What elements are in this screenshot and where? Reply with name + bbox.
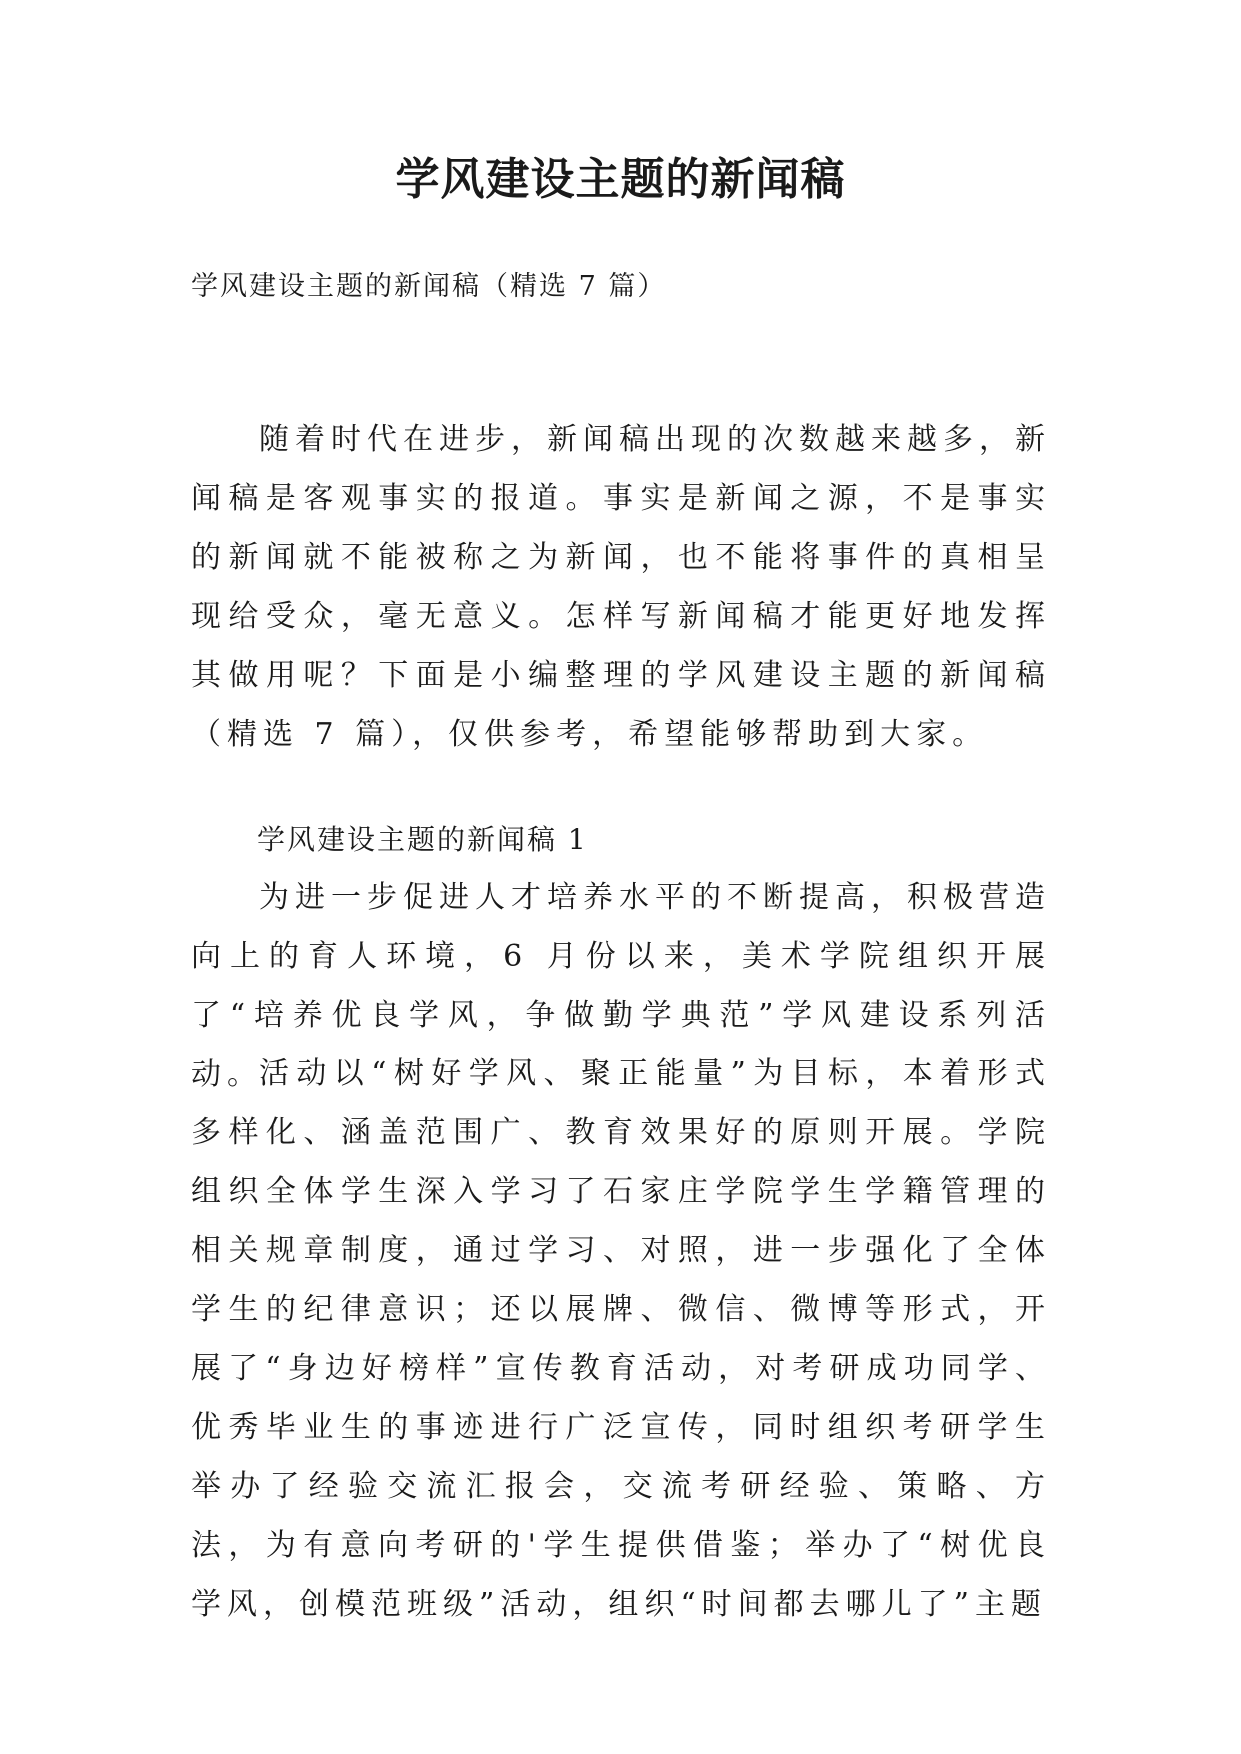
section-heading: 学风建设主题的新闻稿 1: [257, 823, 588, 856]
intro-paragraph: 随着时代在进步，新闻稿出现的次数越来越多，新闻稿是客观事实的报道。事实是新闻之源，不是事实的新闻就不能被称之为新闻，也不能将事件的真相呈现给受众，毫无意义。怎样写新闻稿才能更好地发挥其做用呢？下面是小编整理的学风建设主题的新闻稿（精选 7 篇），仅供参考，希望能够帮助到大家。: [191, 422, 1051, 752]
document-subtitle: 学风建设主题的新闻稿（精选 7 篇）: [191, 271, 667, 302]
body-paragraph: 为进一步促进人才培养水平的不断提高，积极营造向上的育人环境，6 月份以来，美术学院组织开展了“培养优良学风，争做勤学典范”学风建设系列活动。: [191, 880, 1051, 1092]
body-paragraph: 活动以“树好学风、聚正能量”为目标，本着形式多样化、涵盖范围广、教育效果好的原则开展。学院组织全体学生深入学习了石家庄学院学生学籍管理的相关规章制度，通过学习、对照，进一步强化了全体学生的纪律意识；还以展牌、微信、微博等形式，开展了“身边好榜样”宣传教育活动，对考研成功同学、优秀毕业生的事迹进行广泛宣传，同时组织考研学生举办了经验交流汇报会，交流考研经验、策略、方法，为有意向考研的'学生提供借鉴；举办了“树优良学风，创模范班级”活动，组织“时间都去哪儿了”主题: [191, 1056, 1051, 1622]
document-title: 学风建设主题的新闻稿: [395, 154, 846, 205]
